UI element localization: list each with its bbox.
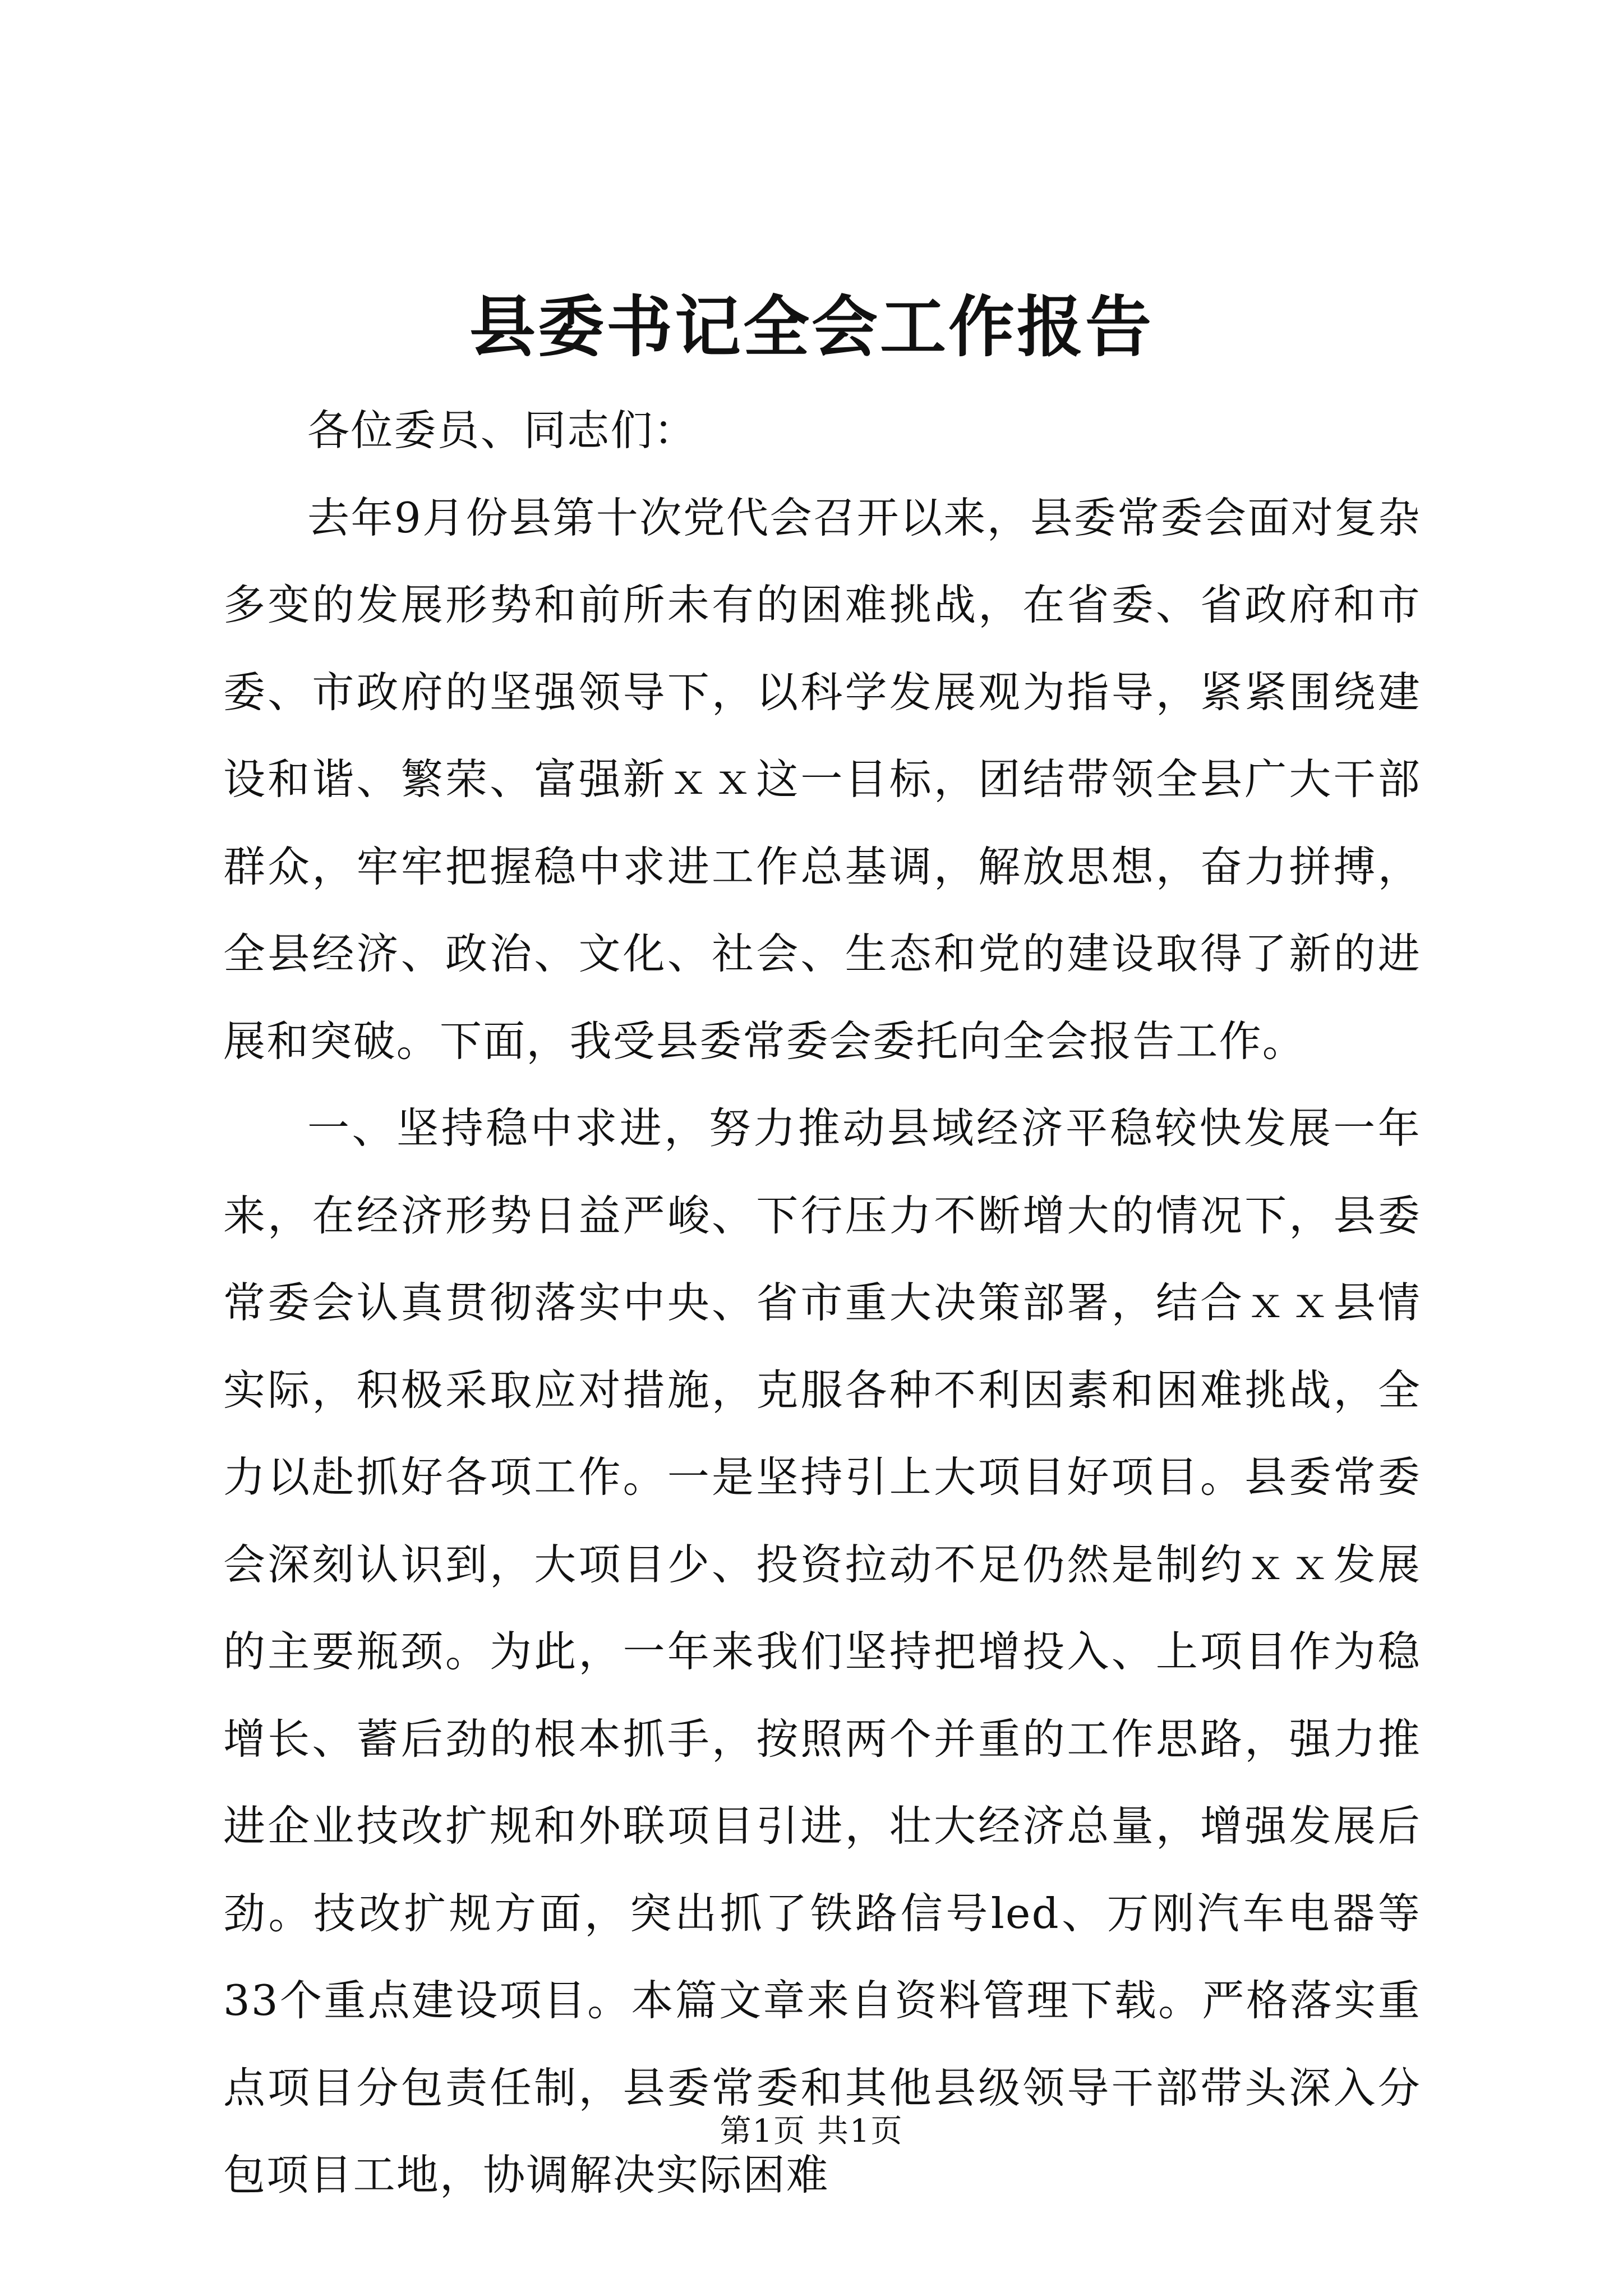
section-one-paragraph: 一、坚持稳中求进，努力推动县域经济平稳较快发展一年来，在经济形势日益严峻、下行压力不断增大的情况下，县委常委会认真贯彻落实中央、省市重大决策部署，结合ｘｘ县情实际，积极采取应对措施，克服各种不利因素和困难挑战，全力以赴抓好各项工作。一是坚持引上大项目好项目。县委常委会深刻认识到，大项目少、投资拉动不足仍然是制约ｘｘ发展的主要瓶颈。为此，一年来我们坚持把增投入、上项目作为稳增长、蓄后劲的根本抓手，按照两个并重的工作思路，强力推进企业技改扩规和外联项目引进，壮大经济总量，增强发展后劲。技改扩规方面，突出抓了铁路信号led、万刚汽车电器等33个重点建设项目。本篇文章来自资料管理下载。严格落实重点项目分包责任制，县委常委和其他县级领导干部带头深入分包项目工地，协调解决实际困难 [223,1103,1421,2200]
salutation-paragraph: 各位委员、同志们： [307,406,697,455]
document-body [223,387,1421,2219]
page-number-footer: 第1页 共1页 [720,2113,903,2150]
document-title: 县委书记全会工作报告 [469,288,1154,366]
intro-paragraph: 去年9月份县第十次党代会召开以来，县委常委会面对复杂多变的发展形势和前所未有的困难挑战，在省委、省政府和市委、市政府的坚强领导下，以科学发展观为指导，紧紧围绕建设和谐、繁荣、富强新ｘｘ这一目标，团结带领全县广大干部群众，牢牢把握稳中求进工作总基调，解放思想，奋力拼搏，全县经济、政治、文化、社会、生态和党的建设取得了新的进展和突破。下面，我受县委常委会委托向全会报告工作。 [223,493,1421,1066]
